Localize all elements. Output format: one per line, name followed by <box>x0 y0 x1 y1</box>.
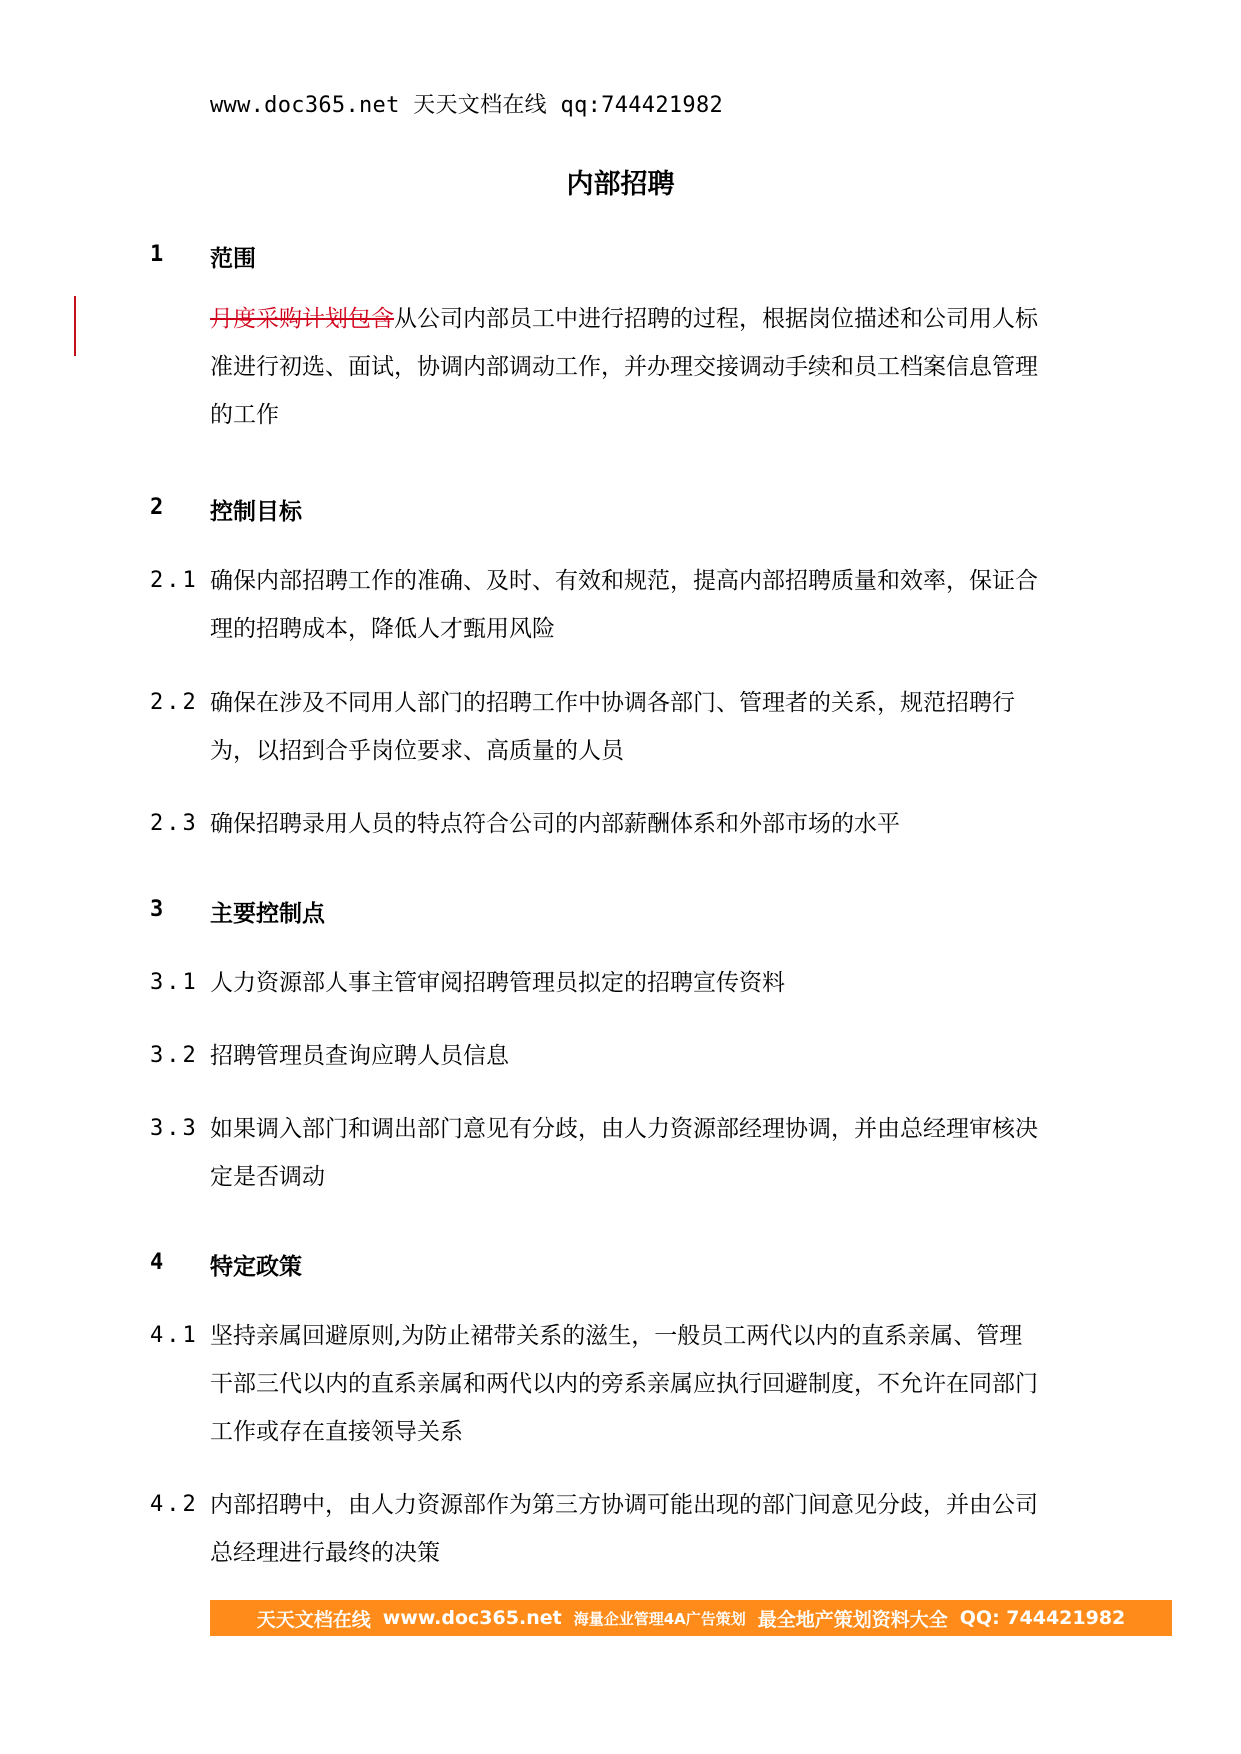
header-watermark: www.doc365.net 天天文档在线 qq:744421982 <box>210 93 724 118</box>
footer-site-url: www.doc365.net <box>382 1607 562 1629</box>
section-title-control-points: 主要控制点 <box>210 901 325 927</box>
section-number: 4 <box>150 1250 164 1275</box>
section-title-scope: 范围 <box>210 246 256 272</box>
item-paragraph: 招聘管理员查询应聘人员信息 <box>210 1043 509 1069</box>
item-number: 2.2 <box>150 690 199 715</box>
section-number: 3 <box>150 897 164 922</box>
footer-site-name: 天天文档在线 <box>256 1608 371 1631</box>
scope-line: 准进行初选、面试，协调内部调动工作，并办理交接调动手续和员工档案信息管理 <box>210 354 1038 380</box>
scope-line: 从公司内部员工中进行招聘的过程，根据岗位描述和公司用人标 <box>394 306 1038 332</box>
footer-tagline-2: 最全地产策划资料大全 <box>757 1608 948 1631</box>
item-number: 2.1 <box>150 568 199 593</box>
scope-paragraph <box>210 295 1110 439</box>
item-number: 3.3 <box>150 1116 199 1141</box>
item-paragraph: 人力资源部人事主管审阅招聘管理员拟定的招聘宣传资料 <box>210 970 785 996</box>
item-paragraph: 确保在涉及不同用人部门的招聘工作中协调各部门、管理者的关系，规范招聘行 为，以招到合乎岗位要求、高质量的人员 <box>210 690 1015 764</box>
item-number: 3.2 <box>150 1043 199 1068</box>
item-paragraph: 确保内部招聘工作的准确、及时、有效和规范，提高内部招聘质量和效率，保证合 理的招聘成本，降低人才甄用风险 <box>210 568 1038 642</box>
item-number: 4.2 <box>150 1492 199 1517</box>
section-title-objectives: 控制目标 <box>210 499 302 525</box>
revision-change-bar <box>74 296 76 356</box>
item-paragraph: 内部招聘中，由人力资源部作为第三方协调可能出现的部门间意见分歧，并由公司 总经理进行最终的决策 <box>210 1492 1038 1566</box>
section-number: 2 <box>150 495 164 520</box>
item-paragraph: 坚持亲属回避原则,为防止裙带关系的滋生，一般员工两代以内的直系亲属、管理 干部三代以内的直系亲属和两代以内的旁系亲属应执行回避制度，不允许在同部门 工作或存在直接领导关系 <box>210 1323 1038 1445</box>
page-title: 内部招聘 <box>566 169 675 200</box>
footer-banner[interactable] <box>210 1600 1172 1636</box>
scope-line: 的工作 <box>210 402 279 428</box>
section-number: 1 <box>150 242 164 267</box>
section-title-policies: 特定政策 <box>210 1254 302 1280</box>
footer-tagline: 海量企业管理4A广告策划 <box>573 1609 746 1628</box>
deleted-text: 月度采购计划包含 <box>210 306 394 332</box>
footer-qq: QQ: 744421982 <box>959 1607 1126 1629</box>
item-paragraph: 如果调入部门和调出部门意见有分歧，由人力资源部经理协调，并由总经理审核决 定是否调动 <box>210 1116 1038 1190</box>
item-number: 2.3 <box>150 811 199 836</box>
item-number: 3.1 <box>150 970 199 995</box>
item-paragraph: 确保招聘录用人员的特点符合公司的内部薪酬体系和外部市场的水平 <box>210 811 900 837</box>
item-number: 4.1 <box>150 1323 199 1348</box>
